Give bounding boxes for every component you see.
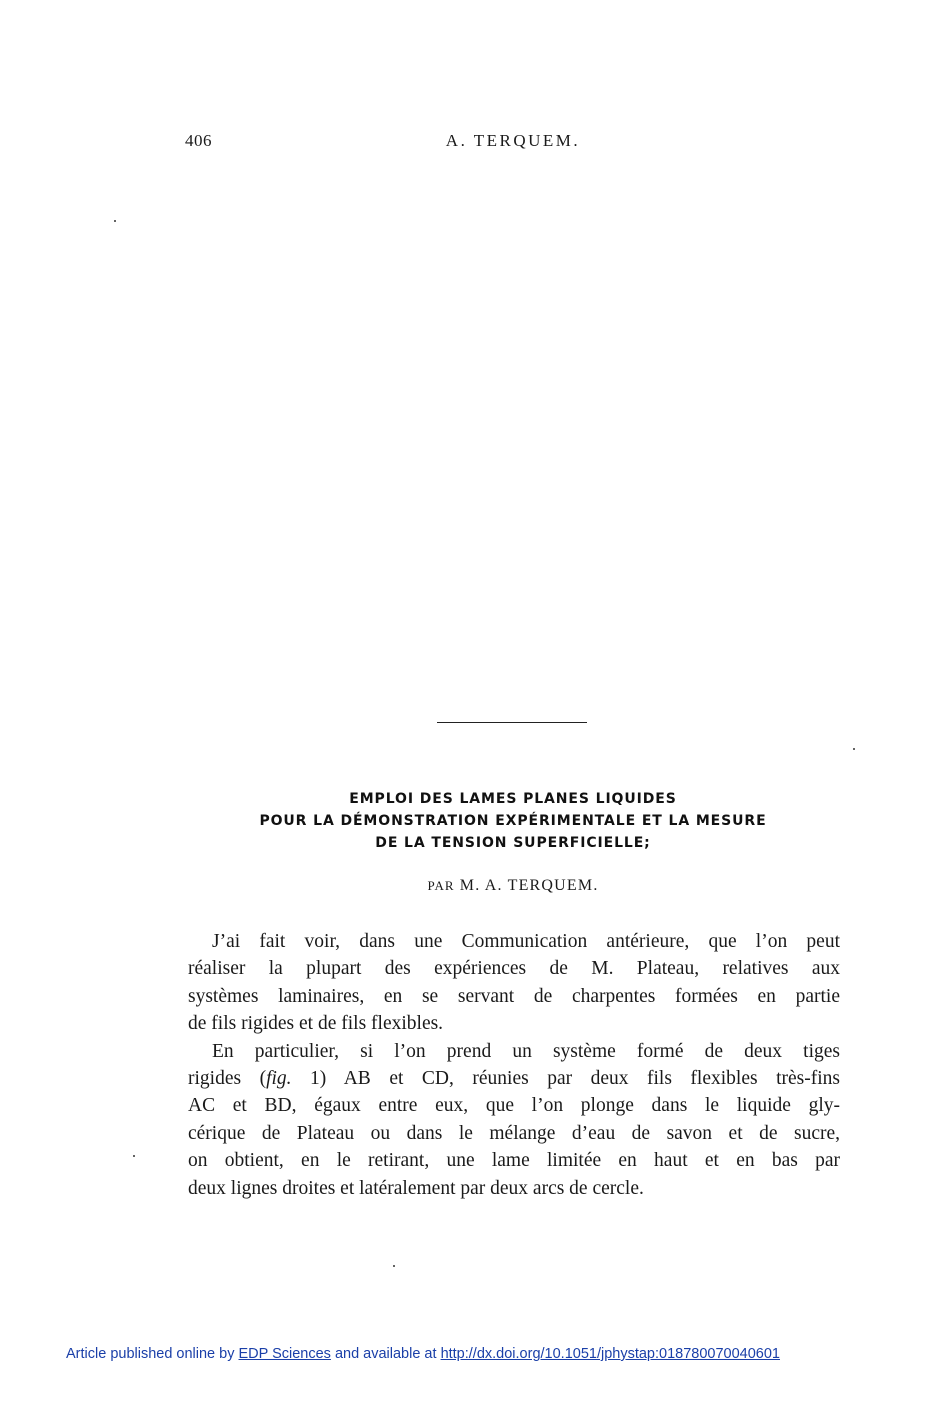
body-line: J’ai fait voir, dans une Communication antérieure, que l’on peut [212, 931, 840, 952]
footer-text: and available at [330, 1346, 441, 1362]
body-line: réaliser la plupart des expériences de M. Plateau, relatives aux [188, 958, 840, 980]
body-line: AC et BD, égaux entre eux, que l’on plonge dans le liquide gly- [188, 1095, 840, 1117]
body-line: de fils rigides et de fils flexibles. [188, 1013, 444, 1035]
title-line: DE LA TENSION SUPERFICIELLE; [375, 835, 651, 851]
section-rule [437, 722, 587, 723]
body-line: cérique de Plateau ou dans le mélange d’eau de savon et de sucre, [188, 1122, 840, 1144]
author-byline [0, 877, 930, 895]
body-line: systèmes laminaires, en se servant de charpentes formées en partie [188, 985, 840, 1007]
title-line: POUR LA DÉMONSTRATION EXPÉRIMENTALE ET LA MESURE [259, 813, 767, 829]
body-line [188, 1065, 840, 1092]
body-text-run: 1) AB et CD, réunies par deux fils flexibles très-fins [291, 1068, 840, 1090]
publisher-link[interactable]: EDP Sciences [238, 1346, 331, 1362]
scan-speck [853, 748, 855, 750]
scan-speck [133, 1155, 135, 1157]
article-title [0, 788, 930, 854]
title-line: EMPLOI DES LAMES PLANES LIQUIDES [349, 791, 677, 807]
running-head: A. TERQUEM. [445, 131, 581, 150]
footer-text: Article published online by [66, 1346, 239, 1362]
body-line: on obtient, en le retirant, une lame limitée en haut et en bas par [188, 1150, 840, 1172]
article-body [188, 928, 840, 1202]
page-number: 406 [185, 131, 212, 150]
scan-speck [114, 220, 116, 222]
figure-reference: fig. [266, 1068, 292, 1090]
body-line: deux lignes droites et latéralement par deux arcs de cercle. [188, 1177, 644, 1199]
byline-prefix: PAR [427, 878, 455, 893]
publication-footer [66, 1346, 780, 1362]
body-text-run: rigides ( [188, 1068, 267, 1090]
doi-link[interactable]: http://dx.doi.org/10.1051/jphystap:018780070040601 [440, 1346, 780, 1362]
scan-speck [393, 1265, 395, 1267]
body-line: En particulier, si l’on prend un système formé de deux tiges [212, 1040, 840, 1062]
byline-name: M. A. TERQUEM. [459, 877, 599, 894]
